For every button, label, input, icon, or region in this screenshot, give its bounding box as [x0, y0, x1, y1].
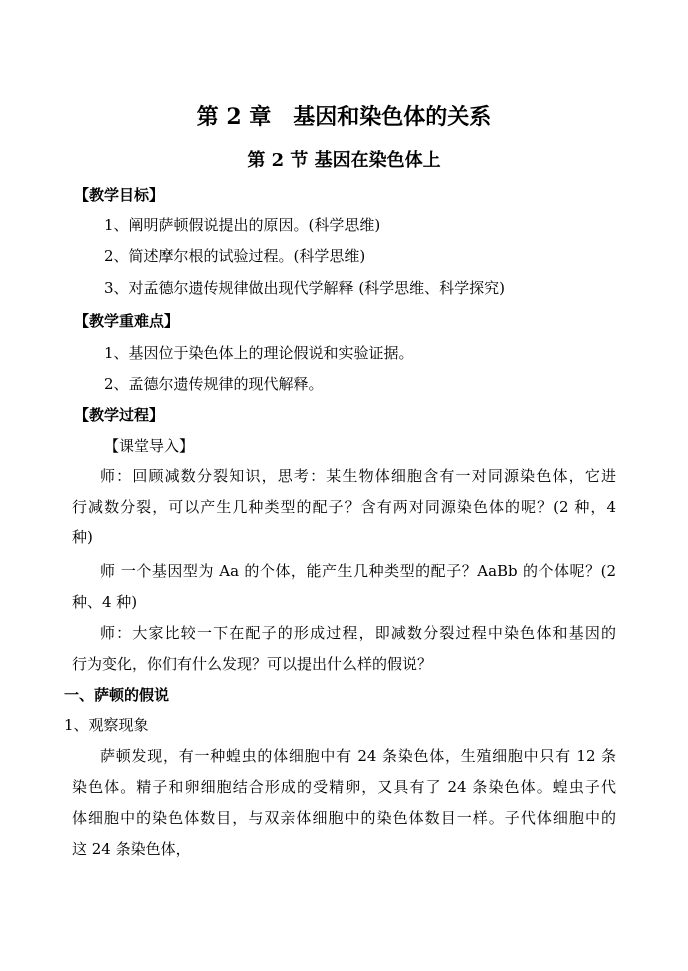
section-1-paragraph-line-3: 体细胞中的染色体数目，与双亲体细胞中的染色体数目一样。子代体细胞中的	[72, 809, 616, 827]
objective-item-1: 1、阐明萨顿假说提出的原因。(科学思维)	[104, 216, 381, 234]
objectives-heading: 【教学目标】	[74, 186, 165, 204]
intro-heading: 【课堂导入】	[104, 437, 195, 455]
process-heading: 【教学过程】	[74, 406, 165, 424]
key-point-item-2: 2、孟德尔遗传规律的现代解释。	[104, 375, 324, 393]
paragraph-1-line-3: 种)	[72, 528, 93, 546]
objective-item-3: 3、对孟德尔遗传规律做出现代学解释 (科学思维、科学探究)	[104, 279, 506, 297]
section-title: 第 2 节 基因在染色体上	[247, 150, 441, 171]
section-1-paragraph-line-4: 这 24 条染色体，	[72, 840, 191, 858]
key-points-heading: 【教学重难点】	[74, 312, 180, 330]
section-1-paragraph-line-2: 染色体。精子和卵细胞结合形成的受精卵，又具有了 24 条染色体。蝗虫子代	[72, 778, 616, 796]
paragraph-1-line-1: 师：回顾减数分裂知识，思考：某生物体细胞含有一对同源染色体，它进	[100, 467, 616, 485]
paragraph-3-line-1: 师：大家比较一下在配子的形成过程，即减数分裂过程中染色体和基因的	[100, 624, 616, 642]
objective-item-2: 2、简述摩尔根的试验过程。(科学思维)	[104, 247, 366, 265]
section-1-heading: 一、萨顿的假说	[64, 686, 170, 704]
paragraph-1-line-2: 行减数分裂，可以产生几种类型的配子？含有两对同源染色体的呢？(2 种，4	[72, 498, 616, 516]
paragraph-2-line-2: 种、4 种)	[72, 593, 138, 611]
key-point-item-1: 1、基因位于染色体上的理论假说和实验证据。	[104, 344, 414, 362]
section-1-sub-1: 1、观察现象	[64, 716, 149, 734]
paragraph-2-line-1: 师 一个基因型为 Aa 的个体，能产生几种类型的配子？AaBb 的个体呢？(2	[100, 562, 616, 580]
section-1-paragraph-line-1: 萨顿发现，有一种蝗虫的体细胞中有 24 条染色体，生殖细胞中只有 12 条	[100, 747, 616, 765]
paragraph-3-line-2: 行为变化，你们有什么发现？可以提出什么样的假说？	[72, 655, 433, 673]
chapter-title: 第 2 章 基因和染色体的关系	[196, 104, 492, 130]
